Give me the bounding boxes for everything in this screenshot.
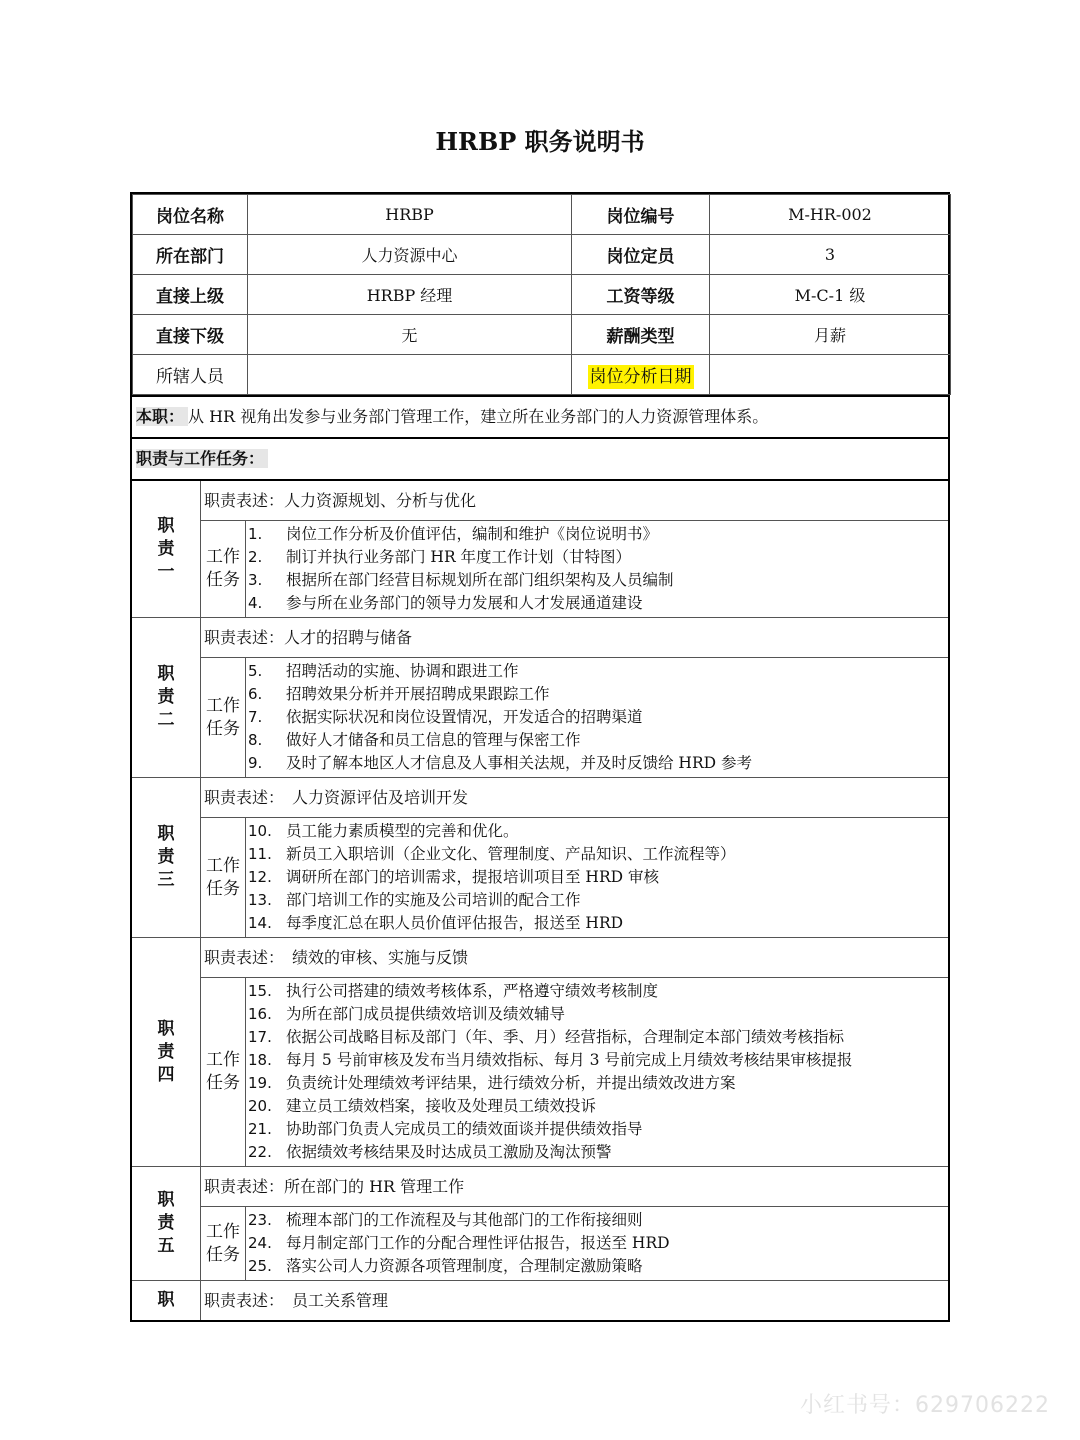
task-label — [201, 1207, 246, 1280]
duty-label — [132, 938, 201, 1166]
task-text: 岗位工作分析及价值评估，编制和维护《岗位说明书》 — [286, 525, 659, 543]
duties-header-row — [132, 437, 948, 479]
task-item — [246, 1255, 948, 1278]
task-list — [246, 978, 948, 1166]
task-item — [246, 1072, 948, 1095]
task-label — [201, 521, 246, 617]
task-text: 及时了解本地区人才信息及人事相关法规，并及时反馈给 HRD 参考 — [286, 754, 752, 772]
duty-label — [132, 618, 201, 777]
duty-label — [132, 481, 201, 617]
task-number: 25. — [248, 1257, 272, 1275]
watermark: 小红书号：629706222 — [800, 1393, 1050, 1418]
task-number: 1. — [248, 525, 263, 543]
info-row — [133, 275, 951, 315]
duty-label — [132, 1167, 201, 1280]
duty-block — [132, 479, 948, 617]
task-list — [246, 521, 948, 617]
task-list — [246, 818, 948, 937]
task-number: 15. — [248, 982, 272, 1000]
task-item — [246, 1118, 948, 1141]
task-text: 制订并执行业务部门 HR 年度工作计划（甘特图） — [286, 548, 632, 566]
duty-description: 职责表述：人才的招聘与储备 — [201, 618, 948, 658]
task-text: 依据绩效考核结果及时达成员工激励及淘汰预警 — [286, 1143, 612, 1161]
field-label: 薪酬类型 — [572, 315, 710, 355]
task-label — [201, 658, 246, 777]
task-text: 建立员工绩效档案，接收及处理员工绩效投诉 — [286, 1097, 597, 1115]
task-item — [246, 592, 948, 615]
info-row — [133, 235, 951, 275]
duty-description: 职责表述：所在部门的 HR 管理工作 — [201, 1167, 948, 1207]
task-number: 8. — [248, 731, 263, 749]
task-number: 18. — [248, 1051, 272, 1069]
task-list — [246, 658, 948, 777]
task-item — [246, 706, 948, 729]
task-number: 13. — [248, 891, 272, 909]
duty-description: 职责表述： 人力资源评估及培训开发 — [201, 778, 948, 818]
task-label-text: 工作任务 — [206, 1050, 240, 1093]
task-item — [246, 752, 948, 775]
task-number: 6. — [248, 685, 263, 703]
task-text: 调研所在部门的培训需求，提报培训项目至 HRD 审核 — [286, 868, 659, 886]
info-row — [133, 355, 951, 395]
task-number: 21. — [248, 1120, 272, 1138]
task-number: 12. — [248, 868, 272, 886]
task-item — [246, 1095, 948, 1118]
task-number: 9. — [248, 754, 263, 772]
task-number: 22. — [248, 1143, 272, 1161]
task-text: 新员工入职培训（企业文化、管理制度、产品知识、工作流程等） — [286, 845, 736, 863]
task-item — [246, 523, 948, 546]
task-number: 19. — [248, 1074, 272, 1092]
field-value: HRBP 经理 — [248, 275, 572, 315]
task-number: 14. — [248, 914, 272, 932]
task-text: 根据所在部门经营目标规划所在部门组织架构及人员编制 — [286, 571, 674, 589]
field-label: 岗位名称 — [133, 195, 248, 235]
duty-label — [132, 778, 201, 937]
info-row — [133, 315, 951, 355]
task-label-text: 工作任务 — [206, 547, 240, 590]
duty-description: 职责表述： 员工关系管理 — [204, 1291, 389, 1310]
field-label: 所辖人员 — [133, 355, 248, 395]
task-item — [246, 889, 948, 912]
duty-label-text: 职责四 — [157, 1018, 175, 1085]
task-text: 招聘活动的实施、协调和跟进工作 — [286, 662, 519, 680]
task-text: 梳理本部门的工作流程及与其他部门的工作衔接细则 — [286, 1211, 643, 1229]
task-item — [246, 1209, 948, 1232]
task-text: 为所在部门成员提供绩效培训及绩效辅导 — [286, 1005, 566, 1023]
duty-block — [132, 777, 948, 937]
mission-text: 从 HR 视角出发参与业务部门管理工作，建立所在业务部门的人力资源管理体系。 — [188, 407, 769, 426]
task-text: 每季度汇总在职人员价值评估报告，报送至 HRD — [286, 914, 624, 932]
task-number: 5. — [248, 662, 263, 680]
task-item — [246, 1049, 948, 1072]
task-number: 11. — [248, 845, 272, 863]
task-item — [246, 683, 948, 706]
field-label: 直接下级 — [133, 315, 248, 355]
field-value: 人力资源中心 — [248, 235, 572, 275]
task-text: 依据实际状况和岗位设置情况，开发适合的招聘渠道 — [286, 708, 643, 726]
duty-block — [132, 937, 948, 1166]
duty-label-text: 职责五 — [157, 1190, 175, 1256]
task-text: 落实公司人力资源各项管理制度，合理制定激励策略 — [286, 1257, 643, 1275]
basic-info-table — [132, 194, 951, 395]
task-list — [246, 1207, 948, 1280]
task-number: 23. — [248, 1211, 272, 1229]
task-text: 协助部门负责人完成员工的绩效面谈并提供绩效指导 — [286, 1120, 643, 1138]
duty-description: 职责表述：人力资源规划、分析与优化 — [201, 481, 948, 521]
field-value: M-C-1 级 — [710, 275, 951, 315]
field-label — [572, 355, 710, 395]
highlighted-label: 岗位分析日期 — [589, 367, 692, 387]
task-label-text: 工作任务 — [206, 695, 240, 739]
duty-label — [132, 1281, 201, 1320]
task-label-text: 工作任务 — [206, 855, 240, 899]
field-value — [710, 355, 951, 395]
task-label — [201, 978, 246, 1166]
task-text: 负责统计处理绩效考评结果，进行绩效分析，并提出绩效改进方案 — [286, 1074, 736, 1092]
task-text: 员工能力素质模型的完善和优化。 — [286, 822, 519, 840]
task-item — [246, 980, 948, 1003]
task-number: 10. — [248, 822, 272, 840]
task-number: 7. — [248, 708, 263, 726]
task-number: 17. — [248, 1028, 272, 1046]
field-value — [248, 355, 572, 395]
task-text: 每月制定部门工作的分配合理性评估报告，报送至 HRD — [286, 1234, 670, 1252]
task-text: 依据公司战略目标及部门（年、季、月）经营指标，合理制定本部门绩效考核指标 — [286, 1028, 845, 1046]
task-text: 参与所在业务部门的领导力发展和人才发展通道建设 — [286, 594, 643, 612]
task-label-text: 工作任务 — [206, 1221, 240, 1265]
task-item — [246, 1026, 948, 1049]
task-item — [246, 1141, 948, 1164]
field-label: 所在部门 — [133, 235, 248, 275]
field-value: M-HR-002 — [710, 195, 951, 235]
duty-label-text: 职 — [157, 1290, 175, 1310]
duty-label-text: 职责三 — [157, 824, 175, 890]
task-number: 2. — [248, 548, 263, 566]
field-value: 月薪 — [710, 315, 951, 355]
field-label: 直接上级 — [133, 275, 248, 315]
field-value: 无 — [248, 315, 572, 355]
duty-block — [132, 1280, 948, 1320]
task-label — [201, 818, 246, 937]
task-item — [246, 866, 948, 889]
task-item — [246, 912, 948, 935]
field-label: 岗位编号 — [572, 195, 710, 235]
task-number: 3. — [248, 571, 263, 589]
task-number: 24. — [248, 1234, 272, 1252]
task-item — [246, 820, 948, 843]
mission-label: 本职： — [136, 407, 188, 426]
field-value: 3 — [710, 235, 951, 275]
task-number: 16. — [248, 1005, 272, 1023]
duty-label-text: 职责一 — [157, 515, 175, 582]
duties-section — [132, 479, 948, 1320]
task-number: 20. — [248, 1097, 272, 1115]
duties-header: 职责与工作任务： — [136, 449, 268, 468]
duty-description: 职责表述： 绩效的审核、实施与反馈 — [201, 938, 948, 978]
task-item — [246, 660, 948, 683]
duty-block — [132, 1166, 948, 1280]
mission-row — [132, 395, 948, 437]
field-label: 工资等级 — [572, 275, 710, 315]
task-item — [246, 1232, 948, 1255]
task-item — [246, 843, 948, 866]
field-label: 岗位定员 — [572, 235, 710, 275]
field-value: HRBP — [248, 195, 572, 235]
task-text: 每月 5 号前审核及发布当月绩效指标、每月 3 号前完成上月绩效考核结果审核提报 — [286, 1051, 853, 1069]
task-item — [246, 546, 948, 569]
document-title: HRBP 职务说明书 — [435, 127, 645, 156]
task-item — [246, 569, 948, 592]
task-text: 执行公司搭建的绩效考核体系，严格遵守绩效考核制度 — [286, 982, 659, 1000]
task-text: 部门培训工作的实施及公司培训的配合工作 — [286, 891, 581, 909]
task-text: 做好人才储备和员工信息的管理与保密工作 — [286, 731, 581, 749]
task-item — [246, 729, 948, 752]
task-number: 4. — [248, 594, 263, 612]
info-row — [133, 195, 951, 235]
duty-block — [132, 617, 948, 777]
duty-label-text: 职责二 — [157, 664, 175, 730]
job-description-table — [130, 192, 950, 1322]
task-item — [246, 1003, 948, 1026]
task-text: 招聘效果分析并开展招聘成果跟踪工作 — [286, 685, 550, 703]
